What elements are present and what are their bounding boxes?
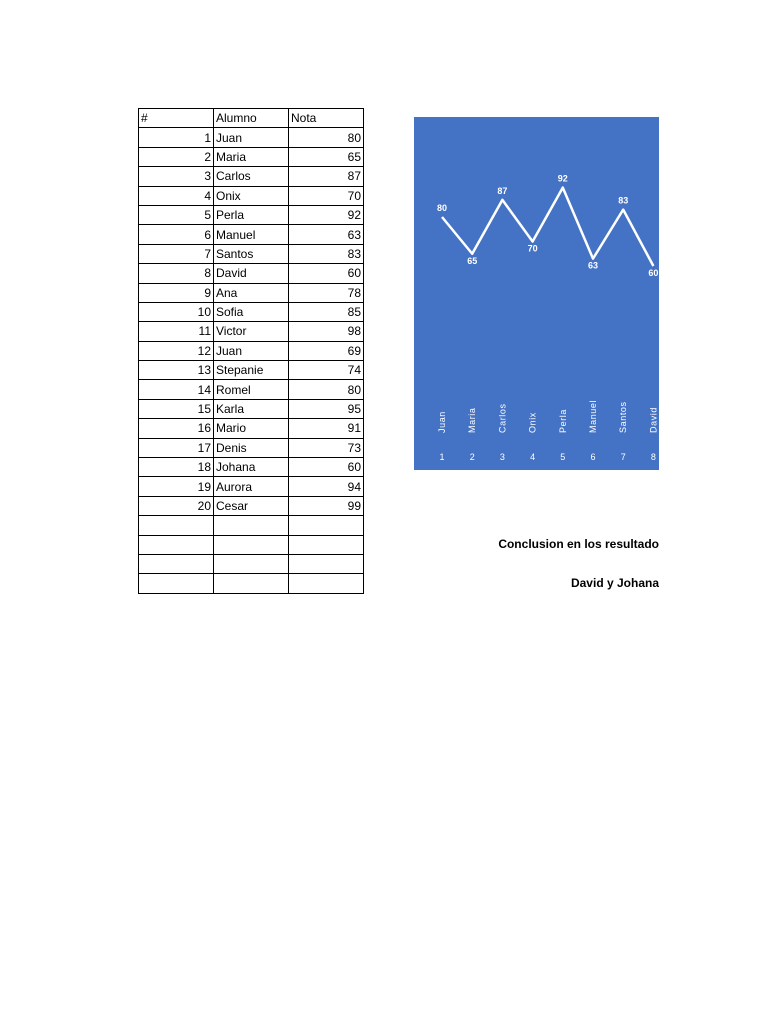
grade-cell: 87 (289, 167, 364, 186)
x-tick-label: Manuel (588, 399, 598, 433)
x-tick-label: Juan (437, 411, 447, 433)
data-label: 60 (648, 268, 659, 278)
grade-cell: 80 (289, 380, 364, 399)
row-number-cell: 5 (139, 205, 214, 224)
student-name-cell: David (214, 264, 289, 283)
row-number-cell: 9 (139, 283, 214, 302)
student-name-cell: Stepanie (214, 361, 289, 380)
x-tick-number: 1 (439, 452, 445, 462)
student-name-cell: Sofia (214, 302, 289, 321)
row-number-cell: 7 (139, 244, 214, 263)
data-label: 65 (467, 255, 478, 266)
table-row (139, 554, 364, 573)
row-number-cell: 6 (139, 225, 214, 244)
x-tick-number: 3 (499, 452, 505, 462)
table-row (139, 147, 364, 166)
table-row (139, 399, 364, 418)
table-header-row (139, 109, 364, 128)
table-row (139, 167, 364, 186)
grade-cell (289, 516, 364, 535)
grade-cell: 99 (289, 496, 364, 515)
row-number-cell (139, 516, 214, 535)
row-number-cell: 19 (139, 477, 214, 496)
row-number-cell (139, 535, 214, 554)
student-name-cell (214, 554, 289, 573)
x-tick-label: Onix (527, 412, 538, 433)
student-name-cell: Juan (214, 341, 289, 360)
row-number-cell: 10 (139, 302, 214, 321)
student-name-cell: Onix (214, 186, 289, 205)
row-number-cell: 12 (139, 341, 214, 360)
table-row (139, 302, 364, 321)
row-number-cell: 18 (139, 458, 214, 477)
grade-cell: 95 (289, 399, 364, 418)
student-name-cell: Manuel (214, 225, 289, 244)
table-header-cell: # (139, 109, 214, 128)
data-label: 70 (527, 243, 538, 254)
student-name-cell: Ana (214, 283, 289, 302)
table-row (139, 438, 364, 457)
student-name-cell (214, 535, 289, 554)
table-row (139, 128, 364, 147)
conclusion-text: Conclusion en los resultado (498, 537, 659, 551)
table-row (139, 458, 364, 477)
table-row (139, 205, 364, 224)
grade-cell: 63 (289, 225, 364, 244)
row-number-cell: 15 (139, 399, 214, 418)
x-tick-number: 4 (530, 452, 536, 462)
student-name-cell: Victor (214, 322, 289, 341)
grade-cell: 73 (289, 438, 364, 457)
row-number-cell: 2 (139, 147, 214, 166)
table-row (139, 380, 364, 399)
grade-cell: 94 (289, 477, 364, 496)
grade-cell: 83 (289, 244, 364, 263)
x-tick-number: 5 (560, 452, 566, 462)
grade-cell: 92 (289, 205, 364, 224)
grade-cell: 70 (289, 186, 364, 205)
x-tick-label: Santos (618, 401, 629, 433)
data-label: 63 (587, 260, 599, 271)
grade-cell: 60 (289, 458, 364, 477)
grade-cell (289, 554, 364, 573)
grade-cell: 65 (289, 147, 364, 166)
table-row (139, 574, 364, 593)
grade-cell: 85 (289, 302, 364, 321)
grade-cell: 74 (289, 361, 364, 380)
student-name-cell: Romel (214, 380, 289, 399)
table-row (139, 186, 364, 205)
student-name-cell (214, 516, 289, 535)
grades-table (138, 108, 364, 594)
row-number-cell: 17 (139, 438, 214, 457)
grade-cell: 80 (289, 128, 364, 147)
row-number-cell: 20 (139, 496, 214, 515)
student-name-cell: Denis (214, 438, 289, 457)
chart-area (414, 117, 659, 470)
student-name-cell: Santos (214, 244, 289, 263)
student-name-cell: Maria (214, 147, 289, 166)
table-row (139, 244, 364, 263)
grade-cell: 91 (289, 419, 364, 438)
data-label: 87 (497, 185, 508, 196)
x-tick-number: 7 (620, 452, 626, 462)
x-tick-label: Carlos (497, 403, 508, 433)
row-number-cell: 3 (139, 167, 214, 186)
table-row (139, 322, 364, 341)
table-row (139, 361, 364, 380)
grade-cell: 60 (289, 264, 364, 283)
row-number-cell: 4 (139, 186, 214, 205)
table-row (139, 516, 364, 535)
table-row (139, 225, 364, 244)
table-row (139, 283, 364, 302)
row-number-cell: 1 (139, 128, 214, 147)
student-name-cell: Aurora (214, 477, 289, 496)
table-row (139, 535, 364, 554)
x-tick-number: 8 (650, 452, 656, 462)
data-label: 83 (618, 195, 629, 206)
grade-cell: 78 (289, 283, 364, 302)
table-row (139, 264, 364, 283)
table-row (139, 419, 364, 438)
row-number-cell: 16 (139, 419, 214, 438)
grades-line-chart (414, 117, 659, 470)
row-number-cell (139, 554, 214, 573)
data-label: 80 (436, 203, 448, 213)
row-number-cell: 13 (139, 361, 214, 380)
x-tick-label: Perla (557, 408, 568, 433)
grade-cell: 98 (289, 322, 364, 341)
x-tick-label: David (648, 406, 659, 433)
grade-cell: 69 (289, 341, 364, 360)
student-name-cell: Karla (214, 399, 289, 418)
student-name-cell: Carlos (214, 167, 289, 186)
row-number-cell: 14 (139, 380, 214, 399)
x-tick-number: 6 (590, 452, 596, 462)
student-name-cell (214, 574, 289, 593)
data-label: 92 (557, 173, 568, 184)
student-name-cell: Perla (214, 205, 289, 224)
student-name-cell: Cesar (214, 496, 289, 515)
x-tick-label: Maria (467, 407, 478, 433)
table-row (139, 496, 364, 515)
row-number-cell (139, 574, 214, 593)
table-header-cell: Alumno (214, 109, 289, 128)
student-name-cell: Johana (214, 458, 289, 477)
student-name-cell: Juan (214, 128, 289, 147)
authors-text: David y Johana (570, 576, 659, 590)
table-row (139, 477, 364, 496)
table-header-cell: Nota (289, 109, 364, 128)
grade-cell (289, 535, 364, 554)
grade-cell (289, 574, 364, 593)
row-number-cell: 8 (139, 264, 214, 283)
student-name-cell: Mario (214, 419, 289, 438)
x-tick-number: 2 (469, 452, 475, 462)
row-number-cell: 11 (139, 322, 214, 341)
table-row (139, 341, 364, 360)
